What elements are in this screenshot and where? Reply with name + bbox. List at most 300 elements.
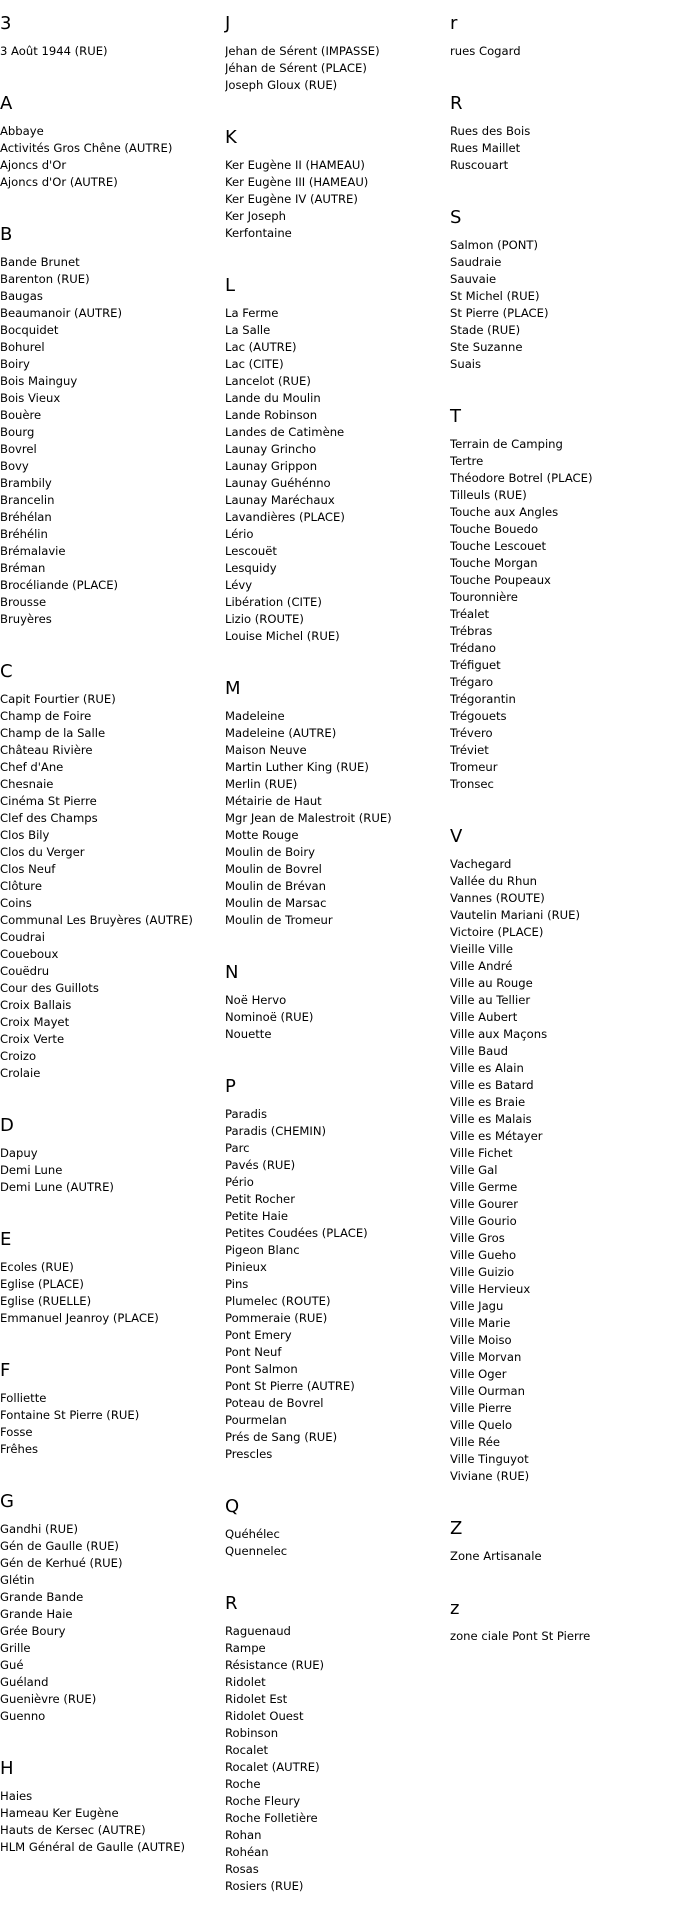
group-spacer [0, 1458, 220, 1478]
street-name: Ville Germe [450, 1180, 518, 1194]
section-letter-heading: P [225, 1076, 236, 1097]
street-name: Touche aux Angles [450, 505, 559, 519]
section-letter-heading: L [225, 275, 236, 296]
street-name: Louise Michel (RUE) [225, 629, 340, 643]
street-list [0, 1788, 220, 1856]
street-list [0, 1521, 220, 1725]
street-name: Ville Baud [450, 1044, 508, 1058]
group-spacer [450, 1565, 670, 1585]
street-name: Gén de Gaulle (RUE) [0, 1539, 119, 1553]
section-letter-heading: K [225, 127, 237, 148]
street-name: Ajoncs d'Or (AUTRE) [0, 175, 118, 189]
street-name: Brancelin [0, 493, 55, 507]
street-list [450, 1548, 670, 1565]
street-list [450, 436, 670, 793]
street-name: Croix Mayet [0, 1015, 70, 1029]
street-name: Chef d'Ane [0, 760, 64, 774]
street-name: Grée Boury [0, 1624, 66, 1638]
street-name: Bovy [0, 459, 29, 473]
letter-group [0, 1745, 220, 1876]
street-name: Moulin de Brévan [225, 879, 327, 893]
street-name: Lande Robinson [225, 408, 318, 422]
street-name: Roche Fleury [225, 1794, 301, 1808]
street-name: Clef des Champs [0, 811, 98, 825]
street-name: St Michel (RUE) [450, 289, 540, 303]
street-name: Demi Lune (AUTRE) [0, 1180, 114, 1194]
section-letter-heading: R [450, 93, 463, 114]
group-spacer [0, 191, 220, 211]
street-name: Clos Bily [0, 828, 50, 842]
letter-group [0, 211, 220, 648]
street-name: Coins [0, 896, 32, 910]
section-letter-heading: E [0, 1229, 12, 1250]
street-list [0, 123, 220, 191]
letter-group [0, 1102, 220, 1216]
street-name: Maison Neuve [225, 743, 307, 757]
street-name: Emmanuel Jeanroy (PLACE) [0, 1311, 159, 1325]
street-name: Ville es Braie [450, 1095, 526, 1109]
street-name: Couëdru [0, 964, 50, 978]
street-name: Lesquidy [225, 561, 277, 575]
street-name: Tréviet [450, 743, 489, 757]
street-name: Ville Fichet [450, 1146, 513, 1160]
street-name: Ville Guizio [450, 1265, 515, 1279]
street-name: Ville aux Maçons [450, 1027, 548, 1041]
street-name: Lavandières (PLACE) [225, 510, 345, 524]
street-name: Roche Folletière [225, 1811, 318, 1825]
street-name: Croix Verte [0, 1032, 65, 1046]
street-name: La Ferme [225, 306, 279, 320]
street-name: Libération (CITE) [225, 595, 322, 609]
street-name: Touronnière [450, 590, 518, 604]
group-spacer [450, 60, 670, 80]
street-name: Lancelot (RUE) [225, 374, 311, 388]
street-name: Rosiers (RUE) [225, 1879, 304, 1893]
street-name: Zone Artisanale [450, 1549, 542, 1563]
street-name: Dapuy [0, 1146, 38, 1160]
street-name: Pourmelan [225, 1413, 287, 1427]
street-name: Ville es Malais [450, 1112, 532, 1126]
letter-group [450, 813, 670, 1505]
street-name: Guenno [0, 1709, 46, 1723]
street-name: Mgr Jean de Malestroit (RUE) [225, 811, 392, 825]
street-name: Coudrai [0, 930, 45, 944]
street-name: Communal Les Bruyères (AUTRE) [0, 913, 193, 927]
street-list [450, 237, 670, 373]
street-name: Ker Eugène II (HAMEAU) [225, 158, 365, 172]
street-name: Ker Eugène IV (AUTRE) [225, 192, 358, 206]
street-list [0, 254, 220, 628]
street-name: Pont Emery [225, 1328, 292, 1342]
street-list [450, 1628, 670, 1645]
street-name: Moulin de Tromeur [225, 913, 333, 927]
street-name: Pont Salmon [225, 1362, 298, 1376]
street-name: Saudraie [450, 255, 502, 269]
street-name: Landes de Catimène [225, 425, 345, 439]
street-name: Tilleuls (RUE) [450, 488, 527, 502]
street-name: Brémalavie [0, 544, 66, 558]
section-letter-heading: 3 [0, 13, 12, 34]
index-column-3 [450, 0, 670, 1665]
street-name: Rohéan [225, 1845, 269, 1859]
street-name: Ajoncs d'Or [0, 158, 67, 172]
section-letter-heading: M [225, 678, 241, 699]
street-name: Touche Bouedo [450, 522, 539, 536]
group-spacer [0, 1725, 220, 1745]
street-name: Prés de Sang (RUE) [225, 1430, 338, 1444]
street-list [225, 1526, 445, 1560]
street-name: Terrain de Camping [450, 437, 563, 451]
street-name: Ville au Tellier [450, 993, 531, 1007]
section-letter-heading: T [450, 406, 461, 427]
street-name: Plumelec (ROUTE) [225, 1294, 331, 1308]
street-name: Ville Morvan [450, 1350, 522, 1364]
street-list [0, 1390, 220, 1458]
street-name: Touche Lescouet [450, 539, 547, 553]
street-name: Bréhélan [0, 510, 52, 524]
street-name: Ville Marie [450, 1316, 511, 1330]
street-name: Moulin de Bovrel [225, 862, 322, 876]
street-name: Croix Ballais [0, 998, 72, 1012]
street-name: Ker Joseph [225, 209, 287, 223]
street-name: Théodore Botrel (PLACE) [450, 471, 593, 485]
street-name: Vautelin Mariani (RUE) [450, 908, 581, 922]
street-list [0, 691, 220, 1082]
street-name: Martin Luther King (RUE) [225, 760, 369, 774]
street-name: Viviane (RUE) [450, 1469, 530, 1483]
street-name: Bouère [0, 408, 42, 422]
street-name: Bande Brunet [0, 255, 80, 269]
letter-group [225, 0, 445, 114]
street-name: Ville Pierre [450, 1401, 512, 1415]
section-letter-heading: J [225, 13, 231, 34]
street-name: Hauts de Kersec (AUTRE) [0, 1823, 146, 1837]
letter-group [0, 1216, 220, 1347]
section-letter-heading: R [225, 1593, 238, 1614]
street-name: Bois Mainguy [0, 374, 78, 388]
street-name: Pigeon Blanc [225, 1243, 300, 1257]
letter-group [450, 393, 670, 813]
street-name: Grande Bande [0, 1590, 84, 1604]
street-name: Nominoë (RUE) [225, 1010, 314, 1024]
street-name: Boiry [0, 357, 30, 371]
street-name: Baugas [0, 289, 43, 303]
street-name: Tronsec [450, 777, 494, 791]
street-name: Demi Lune [0, 1163, 63, 1177]
street-name: Guéland [0, 1675, 49, 1689]
street-name: zone ciale Pont St Pierre [450, 1629, 591, 1643]
group-spacer [225, 242, 445, 262]
street-name: Touche Morgan [450, 556, 538, 570]
street-list [450, 43, 670, 60]
street-name: 3 Août 1944 (RUE) [0, 44, 108, 58]
street-list [0, 43, 220, 60]
street-name: Ville Gros [450, 1231, 505, 1245]
street-name: Ridolet Est [225, 1692, 288, 1706]
street-name: Barenton (RUE) [0, 272, 90, 286]
letter-group [0, 0, 220, 80]
letter-group [225, 262, 445, 665]
section-letter-heading: H [0, 1758, 14, 1779]
street-name: Ville Aubert [450, 1010, 518, 1024]
section-letter-heading: V [450, 826, 463, 847]
street-name: Croizo [0, 1049, 37, 1063]
street-name: Petite Haie [225, 1209, 289, 1223]
group-spacer [450, 373, 670, 393]
street-name: Bocquidet [0, 323, 59, 337]
street-name: Pinieux [225, 1260, 267, 1274]
letter-group [225, 1580, 445, 1915]
street-name: Quennelec [225, 1544, 288, 1558]
street-name: Rues des Bois [450, 124, 531, 138]
street-name: Suais [450, 357, 482, 371]
letter-group [450, 1585, 670, 1665]
street-name: Tertre [450, 454, 484, 468]
section-letter-heading: z [450, 1598, 460, 1619]
street-name: Fontaine St Pierre (RUE) [0, 1408, 140, 1422]
street-name: Bréhélin [0, 527, 48, 541]
street-name: Touche Poupeaux [450, 573, 551, 587]
street-name: Lande du Moulin [225, 391, 321, 405]
street-name: Ville Jagu [450, 1299, 504, 1313]
street-list [225, 992, 445, 1043]
street-name: Ridolet [225, 1675, 266, 1689]
group-spacer [450, 174, 670, 194]
street-name: Cour des Guillots [0, 981, 99, 995]
street-name: Nouette [225, 1027, 272, 1041]
street-name: Kerfontaine [225, 226, 292, 240]
street-name: Moulin de Boiry [225, 845, 315, 859]
street-name: Parc [225, 1141, 250, 1155]
letter-group [225, 114, 445, 262]
street-name: Lévy [225, 578, 253, 592]
section-letter-heading: F [0, 1360, 11, 1381]
street-name: Ville au Rouge [450, 976, 533, 990]
street-list [450, 856, 670, 1485]
street-name: Gandhi (RUE) [0, 1522, 78, 1536]
street-list [225, 1106, 445, 1463]
group-spacer [450, 1485, 670, 1505]
street-list [225, 157, 445, 242]
street-name: Tromeur [450, 760, 498, 774]
street-name: Ville es Alain [450, 1061, 524, 1075]
street-name: Beaumanoir (AUTRE) [0, 306, 122, 320]
section-letter-heading: S [450, 207, 462, 228]
street-name: Lac (AUTRE) [225, 340, 297, 354]
street-name: Lério [225, 527, 254, 541]
street-name: Ridolet Ouest [225, 1709, 304, 1723]
street-name: Bovrel [0, 442, 37, 456]
group-spacer [0, 628, 220, 648]
section-letter-heading: B [0, 224, 13, 245]
street-name: Hameau Ker Eugène [0, 1806, 119, 1820]
letter-group [0, 1478, 220, 1745]
street-name: Rocalet (AUTRE) [225, 1760, 320, 1774]
street-name: Madeleine (AUTRE) [225, 726, 337, 740]
street-name: Lizio (ROUTE) [225, 612, 304, 626]
street-list [225, 305, 445, 645]
street-name: Champ de la Salle [0, 726, 106, 740]
street-name: Rosas [225, 1862, 259, 1876]
street-name: rues Cogard [450, 44, 521, 58]
street-name: Pins [225, 1277, 249, 1291]
street-name: Vallée du Rhun [450, 874, 538, 888]
index-column-1 [0, 0, 220, 1876]
section-letter-heading: D [0, 1115, 14, 1136]
group-spacer [0, 1082, 220, 1102]
street-name: Raguenaud [225, 1624, 291, 1638]
street-name: Prescles [225, 1447, 273, 1461]
group-spacer [0, 1327, 220, 1347]
street-name: Trégorantin [450, 692, 516, 706]
street-name: Jehan de Sérent (IMPASSE) [225, 44, 380, 58]
street-name: Eglise (RUELLE) [0, 1294, 92, 1308]
street-name: Ville Ourman [450, 1384, 525, 1398]
street-name: HLM Général de Gaulle (AUTRE) [0, 1840, 186, 1854]
letter-group [225, 949, 445, 1063]
group-spacer [225, 645, 445, 665]
street-name: Robinson [225, 1726, 279, 1740]
street-name: Victoire (PLACE) [450, 925, 544, 939]
street-name: Ruscouart [450, 158, 509, 172]
street-name: Trévero [450, 726, 493, 740]
street-name: Grille [0, 1641, 31, 1655]
group-spacer [225, 929, 445, 949]
street-name: Folliette [0, 1391, 47, 1405]
street-name: Bruyères [0, 612, 52, 626]
street-name: Ville Quelo [450, 1418, 513, 1432]
street-name: Trégaro [450, 675, 494, 689]
letter-group [0, 1347, 220, 1478]
street-name: Ville Rée [450, 1435, 500, 1449]
street-list [225, 708, 445, 929]
street-name: Petites Coudées (PLACE) [225, 1226, 368, 1240]
letter-group [450, 80, 670, 194]
street-name: Stade (RUE) [450, 323, 521, 337]
street-name: St Pierre (PLACE) [450, 306, 549, 320]
street-name: Frêhes [0, 1442, 38, 1456]
street-name: Launay Grincho [225, 442, 317, 456]
street-name: Sauvaie [450, 272, 497, 286]
street-name: Bourg [0, 425, 35, 439]
street-name: Haies [0, 1789, 33, 1803]
street-name: Brocéliande (PLACE) [0, 578, 119, 592]
street-name: Ville es Métayer [450, 1129, 543, 1143]
street-name: Trébras [450, 624, 493, 638]
street-name: Chesnaie [0, 777, 54, 791]
street-name: Clos Neuf [0, 862, 56, 876]
street-name: Joseph Gloux (RUE) [225, 78, 338, 92]
street-list [0, 1259, 220, 1327]
street-name: Petit Rocher [225, 1192, 295, 1206]
street-name: Moulin de Marsac [225, 896, 327, 910]
street-name: Résistance (RUE) [225, 1658, 325, 1672]
section-letter-heading: C [0, 661, 13, 682]
street-name: Launay Grippon [225, 459, 318, 473]
street-name: Rampe [225, 1641, 266, 1655]
street-name: Roche [225, 1777, 261, 1791]
street-list [225, 43, 445, 94]
street-name: Ville Gueho [450, 1248, 517, 1262]
street-name: Noë Hervo [225, 993, 287, 1007]
street-name: Vannes (ROUTE) [450, 891, 545, 905]
street-name: Ville Oger [450, 1367, 507, 1381]
section-letter-heading: Z [450, 1518, 463, 1539]
index-column-2 [225, 0, 445, 1915]
street-name: Champ de Foire [0, 709, 92, 723]
section-letter-heading: G [0, 1491, 14, 1512]
street-list [450, 123, 670, 174]
street-name: Ker Eugène III (HAMEAU) [225, 175, 369, 189]
street-name: Rocalet [225, 1743, 269, 1757]
street-name: Crolaie [0, 1066, 41, 1080]
street-name: Salmon (PONT) [450, 238, 539, 252]
street-name: Pommeraie (RUE) [225, 1311, 328, 1325]
street-name: Ville Tinguyot [450, 1452, 529, 1466]
street-name: Ville Hervieux [450, 1282, 531, 1296]
street-name: Vachegard [450, 857, 512, 871]
street-name: Pont Neuf [225, 1345, 282, 1359]
group-spacer [450, 1645, 670, 1665]
street-name: Activités Gros Chêne (AUTRE) [0, 141, 173, 155]
street-name: Clos du Verger [0, 845, 85, 859]
street-name: Ville es Batard [450, 1078, 534, 1092]
street-name: Château Rivière [0, 743, 93, 757]
street-name: La Salle [225, 323, 271, 337]
street-name: Ville Gourer [450, 1197, 518, 1211]
street-name: Bois Vieux [0, 391, 61, 405]
street-name: Jéhan de Sérent (PLACE) [225, 61, 367, 75]
group-spacer [225, 1560, 445, 1580]
street-name: Rues Maillet [450, 141, 521, 155]
group-spacer [225, 1043, 445, 1063]
street-name: Quéhélec [225, 1527, 280, 1541]
street-name: Paradis (CHEMIN) [225, 1124, 327, 1138]
group-spacer [225, 1463, 445, 1483]
street-name: Rohan [225, 1828, 262, 1842]
letter-group [225, 1063, 445, 1483]
letter-group [0, 648, 220, 1102]
street-name: Cinéma St Pierre [0, 794, 97, 808]
street-name: Ville Moiso [450, 1333, 512, 1347]
street-name: Tréfiguet [450, 658, 501, 672]
street-name: Paradis [225, 1107, 268, 1121]
street-name: Gén de Kerhué (RUE) [0, 1556, 123, 1570]
street-name: Brousse [0, 595, 47, 609]
street-name: Motte Rouge [225, 828, 299, 842]
street-name: Eglise (PLACE) [0, 1277, 84, 1291]
section-letter-heading: A [0, 93, 13, 114]
letter-group [0, 80, 220, 211]
street-name: Merlin (RUE) [225, 777, 298, 791]
street-list [225, 1623, 445, 1895]
street-name: Métairie de Haut [225, 794, 322, 808]
street-name: Launay Guéhénno [225, 476, 331, 490]
street-name: Ecoles (RUE) [0, 1260, 74, 1274]
street-name: Ste Suzanne [450, 340, 523, 354]
street-name: Bohurel [0, 340, 45, 354]
street-name: Coueboux [0, 947, 59, 961]
letter-group [225, 1483, 445, 1580]
letter-group [450, 0, 670, 80]
street-name: Guenièvre (RUE) [0, 1692, 97, 1706]
street-name: Pério [225, 1175, 254, 1189]
street-name: Trégouets [450, 709, 507, 723]
group-spacer [0, 1196, 220, 1216]
street-name: Ville Gourio [450, 1214, 517, 1228]
street-list [0, 1145, 220, 1196]
group-spacer [225, 1895, 445, 1915]
